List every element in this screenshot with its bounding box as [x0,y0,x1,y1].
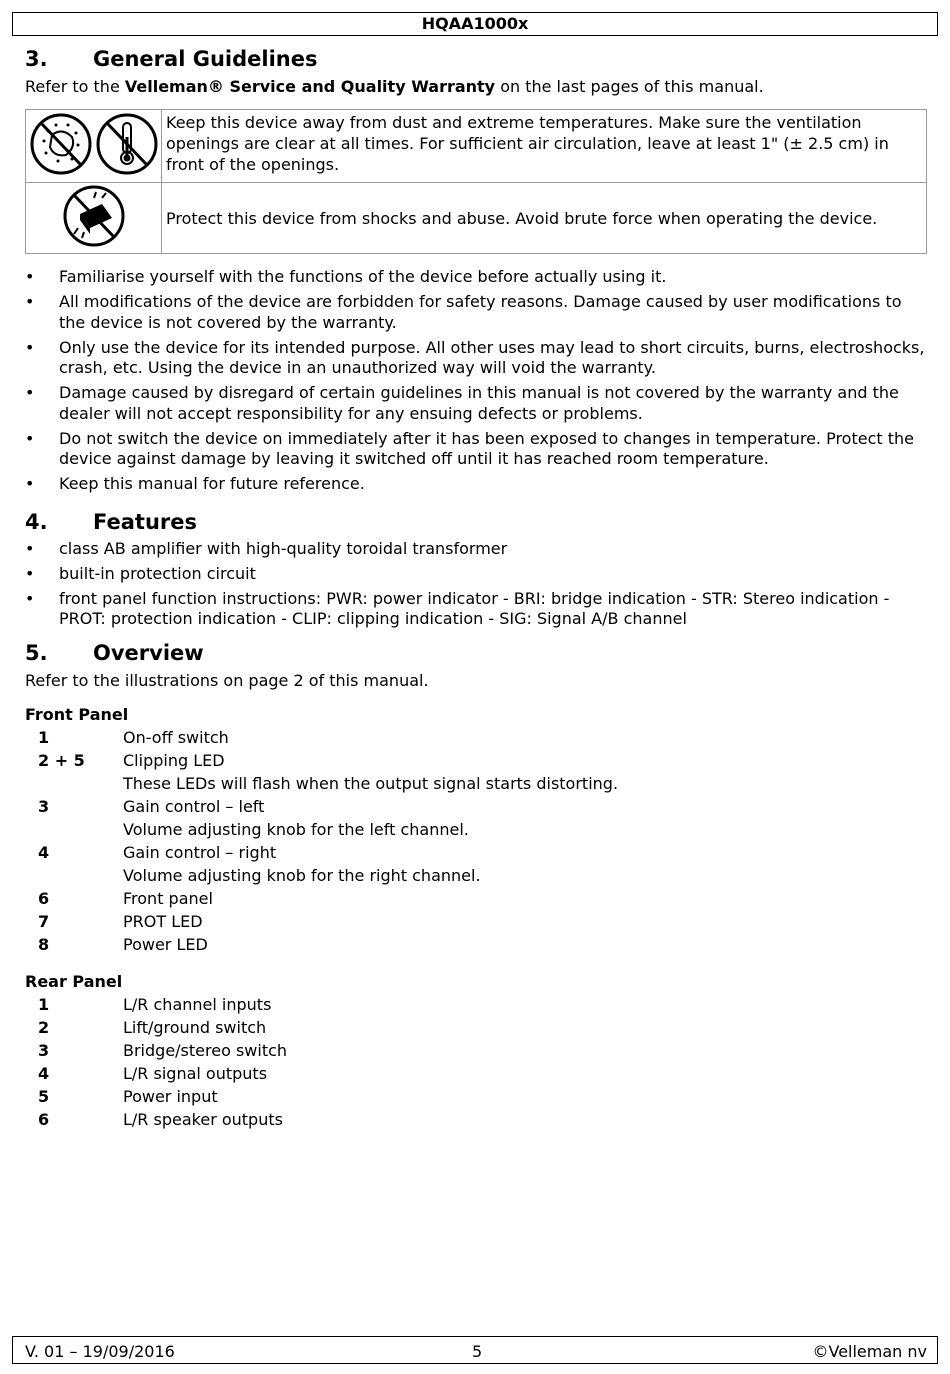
list-item [25,1085,930,1108]
list-item: • Do not switch the device on immediately after it has been exposed to changes in temperature. Protect the device against damage by leaving it switched off until it has reached room temperature. [25,428,914,468]
list-item: • Keep this manual for future reference. [25,474,365,493]
item-number: 2 + 5 [38,750,85,770]
list-item: • front panel function instructions: PWR: power indicator - BRI: bridge indication - STR: Stereo indication - PROT: protection indication - CLIP: clipping indication - SIG: Signal A/B channel [25,588,890,628]
item-number: 6 [38,1109,50,1129]
page-content [25,44,930,1131]
item-text: L/R speaker outputs [123,1109,283,1129]
rear-panel-list [25,993,930,1131]
item-text: Volume adjusting knob for the left channel. [123,819,469,839]
list-item [25,1016,930,1039]
list-item: • Damage caused by disregard of certain guidelines in this manual is not covered by the warranty and the dealer will not accept responsibility for any ensuing defects or problems. [25,383,899,423]
section-3-intro [25,76,930,97]
item-number: 8 [38,934,50,954]
intro-text: on the last pages of this manual. [495,77,764,96]
list-item [25,864,930,887]
section-title: Overview [93,640,204,665]
front-panel-title: Front Panel [25,704,129,724]
header-title: HQAA1000x [421,14,529,33]
no-shock-icon [62,184,126,248]
list-item [25,726,930,749]
page-footer [12,1336,938,1364]
features-list [25,539,930,630]
item-number [25,818,123,841]
bullet: • [25,337,35,357]
section-4-heading [25,507,930,537]
no-dust-icon [28,111,160,177]
guidelines-list [25,267,930,495]
item-number [25,864,123,887]
warning-row [26,183,927,254]
item-text: Power LED [123,934,208,954]
item-text: On-off switch [123,727,229,747]
warning-table [25,109,927,254]
footer-copyright: ©Velleman nv [812,1342,927,1361]
warning-icon-cell [26,183,162,254]
section-number: 3. [25,47,48,71]
list-item [25,841,930,864]
list-item [25,795,930,818]
list-item [25,772,930,795]
list-item: • class AB amplifier with high-quality toroidal transformer [25,538,508,558]
item-text: These LEDs will flash when the output signal starts distorting. [123,773,619,793]
footer-page-number: 5 [472,1342,483,1361]
section-number: 5. [25,640,48,665]
item-text: PROT LED [123,911,203,931]
list-item [25,993,930,1016]
section-5-heading [25,638,930,668]
bullet: • [25,588,35,608]
item-number: 6 [38,888,50,908]
footer-version: V. 01 – 19/09/2016 [25,1342,175,1361]
item-text: L/R signal outputs [123,1063,268,1083]
list-item [25,910,930,933]
section-title: Features [93,509,197,534]
item-text: Volume adjusting knob for the right channel. [123,865,481,885]
warranty-reference: Velleman® Service and Quality Warranty [124,77,496,96]
list-item: • Only use the device for its intended purpose. All other uses may lead to short circuits, burns, electroshocks, crash, etc. Using the device in an unauthorized way will void the warranty. [25,337,925,377]
bullet: • [25,383,35,402]
list-item [25,933,930,956]
list-item [25,1108,930,1131]
item-number: 5 [38,1086,50,1106]
item-number: 4 [38,1063,50,1083]
page-header [12,12,938,36]
item-text: L/R channel inputs [123,994,272,1014]
list-item: • All modifications of the device are forbidden for safety reasons. Damage caused by user modifications to the device is not covered by the warranty. [25,292,902,332]
section-number: 4. [25,509,48,534]
item-text: Lift/ground switch [123,1017,267,1037]
item-text: Power input [123,1086,218,1106]
item-text: Clipping LED [123,750,225,770]
warning-text: Keep this device away from dust and extreme temperatures. Make sure the ventilation openings are clear at all times. For sufficient air circulation, leave at least 1" (± 2.5 cm) in front of the openings. [162,110,927,183]
list-item [25,749,930,772]
front-panel-list [25,726,930,956]
bullet: • [25,428,35,448]
list-item [25,818,930,841]
bullet: • [25,474,35,493]
list-item [25,1039,930,1062]
item-number: 3 [38,1040,50,1060]
list-item [25,1062,930,1085]
item-number: 3 [38,796,50,816]
item-number: 1 [38,727,50,747]
list-item: • built-in protection circuit [25,563,256,583]
item-text: Bridge/stereo switch [123,1040,288,1060]
bullet: • [25,292,35,311]
item-text: Front panel [123,888,213,908]
item-text: Gain control – left [123,796,265,816]
rear-panel-title: Rear Panel [25,971,123,991]
section-3-heading [25,44,930,74]
item-number [25,772,123,795]
bullet: • [25,538,35,558]
warning-text: Protect this device from shocks and abuse. Avoid brute force when operating the device. [162,183,927,254]
section-title: General Guidelines [93,47,318,71]
bullet: • [25,267,35,286]
warning-icon-cell [26,110,162,183]
intro-text: Refer to the [25,77,125,96]
section-5-intro: Refer to the illustrations on page 2 of this manual. [25,670,429,690]
item-number: 7 [38,911,50,931]
item-text: Gain control – right [123,842,277,862]
bullet: • [25,563,35,583]
item-number: 4 [38,842,50,862]
list-item [25,887,930,910]
warning-row [26,110,927,183]
item-number: 2 [38,1017,50,1037]
list-item: • Familiarise yourself with the functions of the device before actually using it. [25,267,667,286]
item-number: 1 [38,994,50,1014]
